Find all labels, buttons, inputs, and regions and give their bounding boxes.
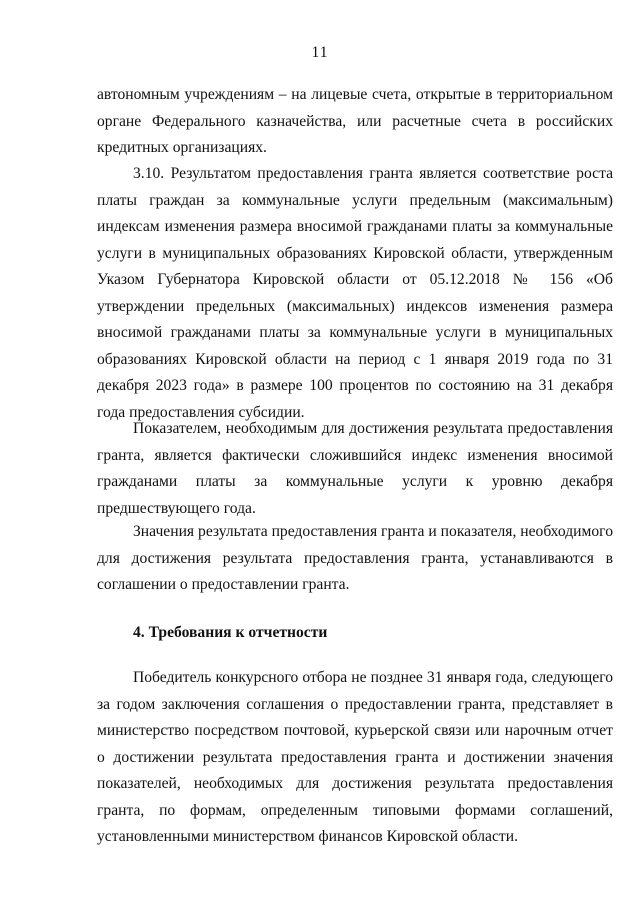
paragraph-values: Значения результата предоставления гранта и показателя, необходимого для достижения результата предоставления гранта, устанавливаются в соглашении о предоставлении гранта.	[97, 523, 613, 593]
page-number: 11	[311, 44, 329, 61]
paragraph-reporting: Победитель конкурсного отбора не позднее 31 января года, следующего за годом заключения соглашения о предоставлении гранта, представляет в министерство посредством почтовой, курьерской связи или нарочным отчет о достижении результата предоставления гранта и достижении значения показателей, необходимых для достижения результата предоставления гранта, по формам, определенным типовыми формами соглашений, установленными министерством финансов Кировской области.	[97, 669, 613, 845]
paragraph-3-10: 3.10. Результатом предоставления гранта является соответствие роста платы граждан за коммунальные услуги предельным (максимальным) индексам изменения размера вносимой гражданами платы за коммунальные услуги в муниципальных образованиях Кировской области, утвержденным Указом Губернатора Кировской области от 05.12.2018 № 156 «Об утверждении предельных (максимальных) индексов изменения размера вносимой гражданами платы за коммунальные услуги в муниципальных образованиях Кировской области на период с 1 января 2019 года по 31 декабря 2023 года» в размере 100 процентов по состоянию на 31 декабря года предоставления субсидии.	[97, 165, 613, 421]
section-heading: 4. Требования к отчетности	[133, 624, 328, 641]
paragraph-indicator: Показателем, необходимым для достижения результата предоставления гранта, является фактически сложившийся индекс изменения вносимой гражданами платы за коммунальные услуги к уровню декабря предшествующего года.	[97, 420, 613, 517]
paragraph-continuation: автономным учреждениям – на лицевые счета, открытые в территориальном органе Федерального казначейства, или расчетные счета в российских кредитных организациях.	[97, 86, 613, 156]
